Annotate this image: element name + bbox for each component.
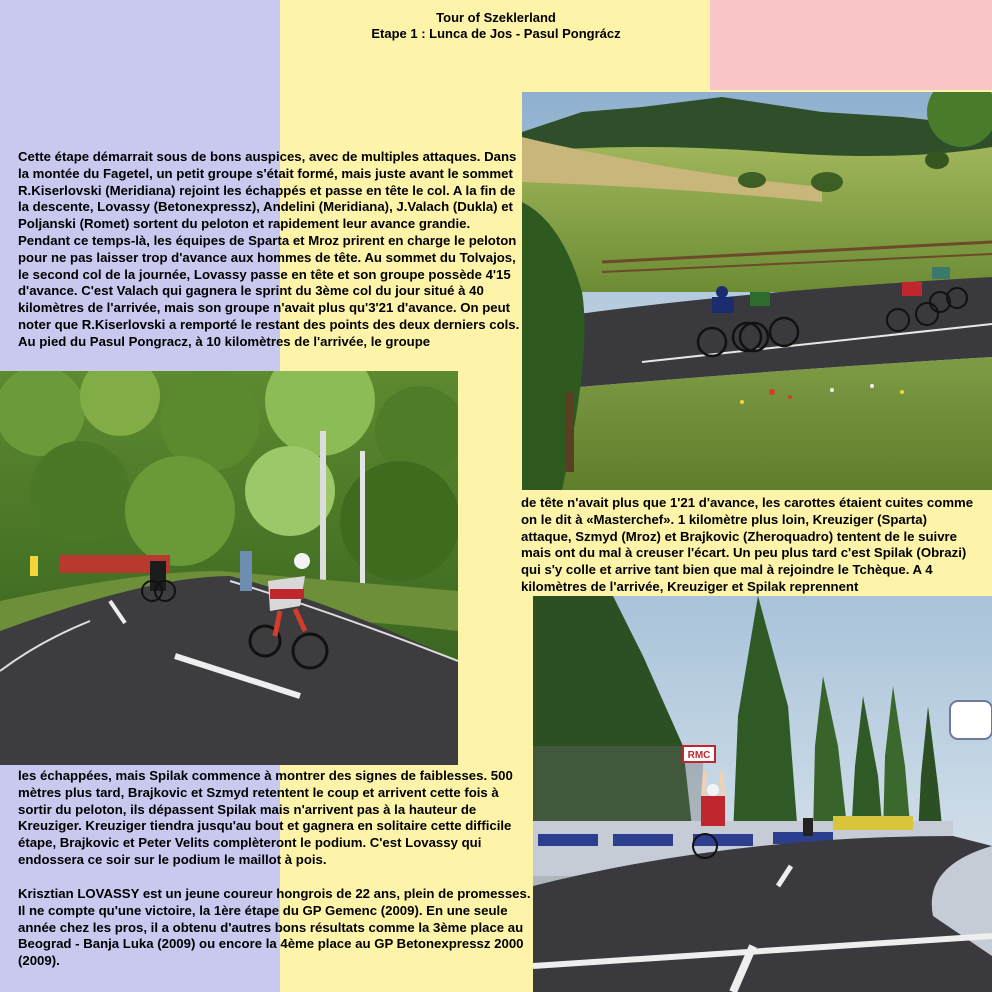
article-paragraph-3: les échappées, mais Spilak commence à montrer des signes de faiblesses. 500 mètres plus tard, Brajkovic et Szmyd retentent le coup et arrivent cette fois à sortir du peloton, ils dépassent Spilak mais n'arrivent pas à la hauteur de Kreuziger. Kreuziger tiendra jusqu'au bout et gagnera en solitaire cette difficile étape, Brajkovic et Peter Velits complèteront le podium. C'est Lovassy qui endossera ce soir sur le podium le maillot à pois. [18,768,513,867]
header [0,10,992,42]
article-paragraph-2: de tête n'avait plus que 1'21 d'avance, les carottes étaient cuites comme on le dit à «Masterchef». 1 kilomètre plus loin, Kreuziger (Sparta) attaque, Szmyd (Mroz) et Brajkovic (Zheroquadro) tentent de le suivre mais ont du mal à creuser l'écart. Un peu plus tard c'est Spilak (Obrazi) qui s'y colle et arrive tant bien que mal à rejoindre le Tchèque. A 4 kilomètres de l'arrivée, Kreuziger et Spilak reprennent [521,495,974,594]
finish-banner-label: RMC [687,750,711,761]
page-title: Tour of Szeklerland [436,10,556,25]
photo-countryside-riders [522,92,992,490]
photo-finish-line [533,596,992,992]
article-paragraph-4: Krisztian LOVASSY est un jeune coureur hongrois de 22 ans, plein de promesses. Il ne compte qu'une victoire, la 1ère étape du GP Gemenc (2009). En une seule année chez les pros, il a obtenu d'autres bons résultats comme la 3ème place au Beograd - Banja Luka (2009) ou encore la 4ème place au GP Betonexpressz 2000 (2009). [18,886,531,969]
article-paragraph-1: Cette étape démarrait sous de bons auspices, avec de multiples attaques. Dans la montée du Fagetel, un petit groupe s'était formé, mais juste avant le sommet R.Kiserlovski (Meridiana) rejoint les échappés et passe en tête le col. A la fin de la descente, Lovassy (Betonexpressz), Andelini (Meridiana), J.Valach (Dukla) et Poljanski (Romet) sortent du peloton et rapidement leur avance grandie. Pendant ce temps-là, les équipes de Sparta et Mroz prirent en charge le peloton pour ne pas laisser trop d'avance aux hommes de tête. Au sommet du Tolvajos, le second col de la journée, Lovassy passe en tête et son groupe possède 4'15 d'avance. C'est Valach qui gagnera le sprint du 3ème col du jour situé à 40 kilomètres de l'arrivée, mais son groupe n'avait plus qu'3'21 d'avance. On peut noter que R.Kiserlovski a remporté le restant des points des deux derniers cols. Au pied du Pasul Pongracz, à 10 kilomètres de l'arrivée, le groupe [18,149,520,349]
stage-subtitle: Etape 1 : Lunca de Jos - Pasul Pongrácz [371,26,621,41]
photo-forest-climb [0,371,458,765]
